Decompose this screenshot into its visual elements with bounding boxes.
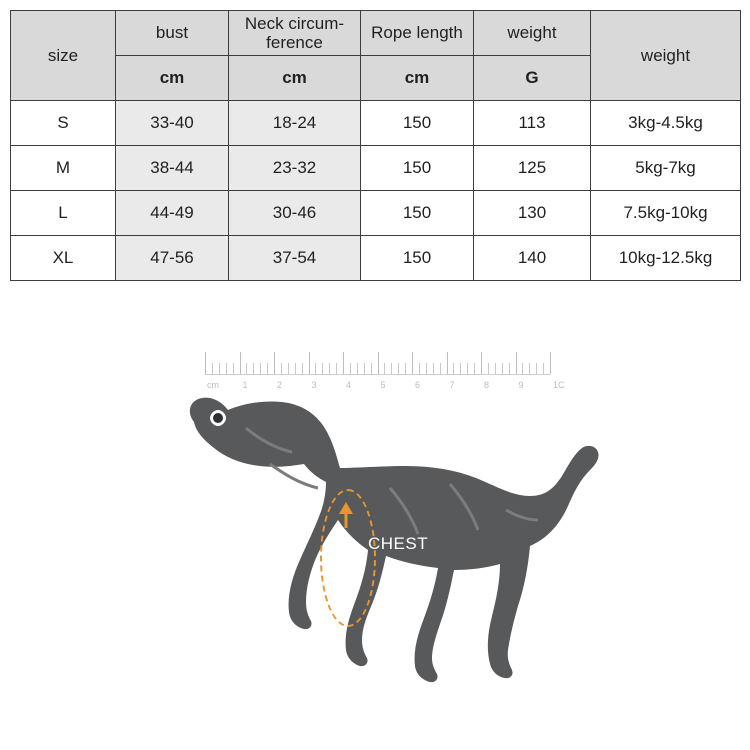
- cell-weight: 140: [474, 236, 591, 281]
- ruler-tick-label: 7: [449, 380, 455, 390]
- ruler-tick-minor: [302, 363, 303, 374]
- ruler-tick-label: 5: [380, 380, 386, 390]
- cell-neck: 37-54: [229, 236, 361, 281]
- ruler-tick-minor: [474, 363, 475, 374]
- cell-bust: 33-40: [116, 101, 229, 146]
- header-size: size: [11, 11, 116, 101]
- ruler-unit-label: cm: [207, 380, 219, 390]
- cell-bust: 47-56: [116, 236, 229, 281]
- ruler-tick-minor: [391, 363, 392, 374]
- ruler-tick-major: [274, 352, 275, 374]
- unit-neck: cm: [229, 56, 361, 101]
- chest-label: CHEST: [368, 534, 429, 553]
- size-chart-table: [10, 10, 741, 281]
- ruler-tick-major: [516, 352, 517, 374]
- ruler-tick-minor: [267, 363, 268, 374]
- ruler-tick-minor: [364, 363, 365, 374]
- ruler-tick-minor: [502, 363, 503, 374]
- cell-rope: 150: [361, 191, 474, 236]
- cell-bust: 44-49: [116, 191, 229, 236]
- ruler-tick-minor: [336, 363, 337, 374]
- ruler-tick-minor: [357, 363, 358, 374]
- ruler-tick-minor: [460, 363, 461, 374]
- cell-weight-range: 10kg-12.5kg: [591, 236, 741, 281]
- ruler-tick-minor: [329, 363, 330, 374]
- ruler-tick-major: [550, 352, 551, 374]
- ruler-tick-minor: [419, 363, 420, 374]
- ruler-tick-minor: [495, 363, 496, 374]
- ruler-tick-major: [481, 352, 482, 374]
- unit-weight: G: [474, 56, 591, 101]
- ruler-tick-minor: [398, 363, 399, 374]
- cell-weight: 130: [474, 191, 591, 236]
- ruler-tick-minor: [288, 363, 289, 374]
- unit-bust: cm: [116, 56, 229, 101]
- cell-weight: 125: [474, 146, 591, 191]
- cell-weight-range: 5kg-7kg: [591, 146, 741, 191]
- ruler-tick-minor: [453, 363, 454, 374]
- ruler-tick-label: 9: [518, 380, 524, 390]
- header-bust: bust: [116, 11, 229, 56]
- ruler-tick-minor: [384, 363, 385, 374]
- ruler-tick-minor: [212, 363, 213, 374]
- cell-neck: 23-32: [229, 146, 361, 191]
- ruler-tick-minor: [426, 363, 427, 374]
- chest-arrow-icon: [337, 502, 355, 528]
- ruler-tick-minor: [253, 363, 254, 374]
- cell-rope: 150: [361, 236, 474, 281]
- cell-neck: 30-46: [229, 191, 361, 236]
- ruler-tick-minor: [405, 363, 406, 374]
- cell-rope: 150: [361, 101, 474, 146]
- ruler-tick-minor: [350, 363, 351, 374]
- ruler-tick-label: 1C: [553, 380, 565, 390]
- ruler-tick-minor: [281, 363, 282, 374]
- header-weight-range: weight: [591, 11, 741, 101]
- ruler-tick-minor: [315, 363, 316, 374]
- table-header-row: [11, 11, 741, 56]
- header-neck-line1: Neck circum-: [244, 13, 345, 33]
- ruler-tick-minor: [295, 363, 296, 374]
- ruler-tick-minor: [226, 363, 227, 374]
- ruler-tick-major: [412, 352, 413, 374]
- size-chart-table-container: [10, 10, 740, 281]
- cell-weight-range: 7.5kg-10kg: [591, 191, 741, 236]
- header-rope-length: Rope length: [361, 11, 474, 56]
- cell-rope: 150: [361, 146, 474, 191]
- table-row: [11, 101, 741, 146]
- header-weight: weight: [474, 11, 591, 56]
- ruler-tick-minor: [260, 363, 261, 374]
- ruler-tick-minor: [219, 363, 220, 374]
- cell-neck: 18-24: [229, 101, 361, 146]
- ruler-tick-label: 3: [311, 380, 317, 390]
- cell-bust: 38-44: [116, 146, 229, 191]
- table-row: [11, 236, 741, 281]
- cell-size: M: [11, 146, 116, 191]
- ruler-tick-minor: [543, 363, 544, 374]
- ruler-tick-minor: [522, 363, 523, 374]
- header-neck-circumference: [229, 11, 361, 56]
- ruler-tick-major: [240, 352, 241, 374]
- ruler-tick-label: 1: [242, 380, 248, 390]
- ruler-tick-minor: [371, 363, 372, 374]
- ruler-tick-minor: [467, 363, 468, 374]
- cell-size: L: [11, 191, 116, 236]
- ruler-tick-major: [378, 352, 379, 374]
- table-row: [11, 191, 741, 236]
- ruler-tick-minor: [536, 363, 537, 374]
- ruler-tick-label: 2: [277, 380, 283, 390]
- ruler-tick-minor: [509, 363, 510, 374]
- ruler-tick-minor: [233, 363, 234, 374]
- cell-weight: 113: [474, 101, 591, 146]
- ruler-tick-major: [309, 352, 310, 374]
- ruler-tick-minor: [529, 363, 530, 374]
- unit-rope: cm: [361, 56, 474, 101]
- ruler-tick-major: [343, 352, 344, 374]
- cell-size: S: [11, 101, 116, 146]
- ruler-tick-major: [205, 352, 206, 374]
- ruler-tick-minor: [322, 363, 323, 374]
- table-row: [11, 146, 741, 191]
- ruler-tick-label: 4: [346, 380, 352, 390]
- ruler-tick-minor: [246, 363, 247, 374]
- ruler-tick-major: [447, 352, 448, 374]
- ruler-baseline: [205, 374, 550, 375]
- ruler-graphic: [205, 342, 565, 390]
- ruler-tick-minor: [488, 363, 489, 374]
- cell-size: XL: [11, 236, 116, 281]
- ruler-tick-minor: [440, 363, 441, 374]
- ruler-tick-label: 8: [484, 380, 490, 390]
- ruler-tick-label: 6: [415, 380, 421, 390]
- ruler-tick-minor: [433, 363, 434, 374]
- cell-weight-range: 3kg-4.5kg: [591, 101, 741, 146]
- measurement-illustration: [0, 312, 750, 750]
- header-neck-line2: ference: [266, 33, 323, 52]
